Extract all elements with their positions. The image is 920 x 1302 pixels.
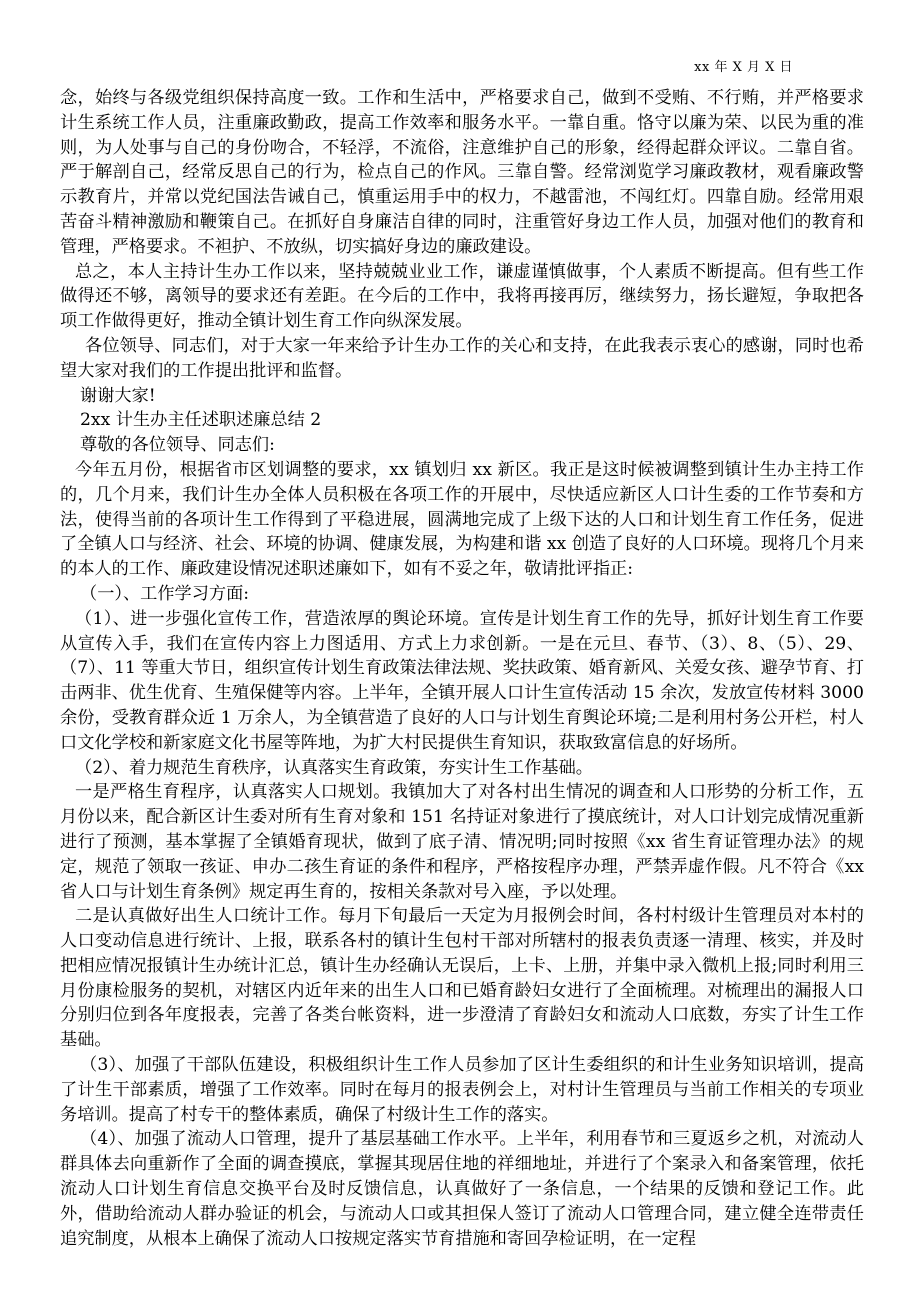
paragraph-floating-population: （4）、加强了流动人口管理，提升了基层基础工作水平。上半年，利用春节和三夏返乡之机，对流动人群具体去向重新作了全面的调查摸底，掌握其现居住地的祥细地址，并进行了个案录入和备案管理，依托流动人口计划生育信息交换平台及时反馈信息，认真做好了一条信息，一个结果的反馈和登记工作。此外，借助给流动人群办验证的机会，与流动人口或其担保人签订了流动人口管理合同，建立健全连带责任追究制度，从根本上确保了流动人口按规定落实节育措施和寄回孕检证明，在一定程 bbox=[60, 1129, 864, 1249]
paragraph-birth-statistics: 二是认真做好出生人口统计工作。每月下旬最后一天定为月报例会时间，各村村级计生管理员对本村的人口变动信息进行统计、上报，联系各村的镇计生包村干部对所辖村的报表负责逐一清理、核实，并及时把相应情况报镇计生办统计汇总，镇计生办经确认无误后，上卡、上册，并集中录入微机上报;同时利用三月份康检服务的契机，对辖区内近年来的出生人口和已婚育龄妇女进行了全面梳理。对梳理出的漏报人口分别归位到各年度报表，完善了各类台帐资料，进一步澄清了育龄妇女和流动人口底数，夯实了计生工作基础。 bbox=[60, 906, 864, 1051]
heading-work-study: （一）、工作学习方面: bbox=[80, 583, 250, 604]
salutation: 尊敬的各位领导、同志们: bbox=[80, 435, 275, 456]
header-date: xx 年 X 月 X 日 bbox=[694, 60, 793, 75]
paragraph-summary: 总之，本人主持计生办工作以来，坚持兢兢业业工作，谦虚谨慎做事，个人素质不断提高。但有些工作做得还不够，离领导的要求还有差距。在今后的工作中，我将再接再厉，继续努力，扬长避短，争取把各项工作做得更好，推动全镇计划生育工作向纵深发展。 bbox=[60, 261, 864, 332]
paragraph-thanks-leaders: 各位领导、同志们，对于大家一年来给予计生办工作的关心和支持，在此我表示衷心的感谢，同时也希望大家对我们的工作提出批评和监督。 bbox=[60, 335, 864, 381]
paragraph-cadre-building: （3）、加强了干部队伍建设，积极组织计生工作人员参加了区计生委组织的和计生业务知识培训，提高了计生干部素质，增强了工作效率。同时在每月的报表例会上，对村计生管理员与当前工作相关的专项业务培训。提高了村专干的整体素质，确保了村级计生工作的落实。 bbox=[60, 1055, 864, 1125]
paragraph-introduction: 今年五月份，根据省市区划调整的要求，xx 镇划归 xx 新区。我正是这时候被调整到镇计生办主持工作的，几个月来，我们计生办全体人员积极在各项工作的开展中，尽快适应新区人口计生委的工作节奏和方法，使得当前的各项计生工作得到了平稳进展，圆满地完成了上级下达的人口和计划生育工作任务，促进了全镇人口与经济、社会、环境的协调、健康发展，为构建和谐 xx 创造了良好的人口环境。现将几个月来的本人的工作、廉政建设情况述职述廉如下，如有不妥之年，敬请批评指正: bbox=[60, 459, 864, 580]
paragraph-integrity-continuation: 念，始终与各级党组织保持高度一致。工作和生活中，严格要求自己，做到不受贿、不行贿，并严格要求计生系统工作人员，注重廉政勤政，提高工作效率和服务水平。一靠自重。恪守以廉为荣、以民为重的准则，为人处事与自己的身份吻合，不轻浮，不流俗，注意维护自己的形象，经得起群众评议。二靠自省。严于解剖自己，经常反思自己的行为，检点自己的作风。三靠自警。经常浏览学习廉政教材，观看廉政警示教育片，并常以党纪国法告诫自己，慎重运用手中的权力，不越雷池，不闯红灯。四靠自励。经常用艰苦奋斗精神激励和鞭策自己。在抓好自身廉洁自律的同时，注重管好身边工作人员，加强对他们的教育和管理，严格要求。不袒护、不放纵，切实搞好身边的廉政建设。 bbox=[60, 88, 864, 257]
paragraph-publicity: （1）、进一步强化宣传工作，营造浓厚的舆论环境。宣传是计划生育工作的先导，抓好计划生育工作要从宣传入手，我们在宣传内容上力图适用、方式上力求创新。一是在元旦、春节、（3）、8、（5）、29、（7）、11 等重大节日，组织宣传计划生育政策法律法规、奖扶政策、婚育新风、关爱女孩、避孕节育、打击两非、优生优育、生殖保健等内容。上半年，全镇开展人口计生宣传活动 15 余次，发放宣传材料 3000 余份，受教育群众近 1 万余人，为全镇营造了良好的人口与计划生育舆论环境;二是利用村务公开栏，村人口文化学校和新家庭文化书屋等阵地，为扩大村民提供生育知识，获取致富信息的好场所。 bbox=[60, 608, 864, 753]
section-title-2: 2xx 计生办主任述职述廉总结 2 bbox=[80, 410, 322, 431]
paragraph-birth-procedure: 一是严格生育程序，认真落实人口规划。我镇加大了对各村出生情况的调查和人口形势的分析工作，五月份以来，配合新区计生委对所有生育对象和 151 名持证对象进行了摸底统计，对人口计划完成情况重新进行了预测，基本掌握了全镇婚育现状，做到了底子清、情况明;同时按照《xx 省生育证管理办法》的规定，规范了领取一孩证、申办二孩生育证的条件和程序，严格按程序办理，严禁弄虚作假。凡不符合《xx 省人口与计划生育条例》规定再生育的，按相关条款对号入座，予以处理。 bbox=[60, 782, 864, 902]
document-body bbox=[60, 86, 864, 1251]
paragraph-birth-order: （2）、着力规范生育秩序，认真落实生育政策，夯实计生工作基础。 bbox=[75, 757, 593, 778]
paragraph-thank-you: 谢谢大家! bbox=[80, 385, 156, 406]
